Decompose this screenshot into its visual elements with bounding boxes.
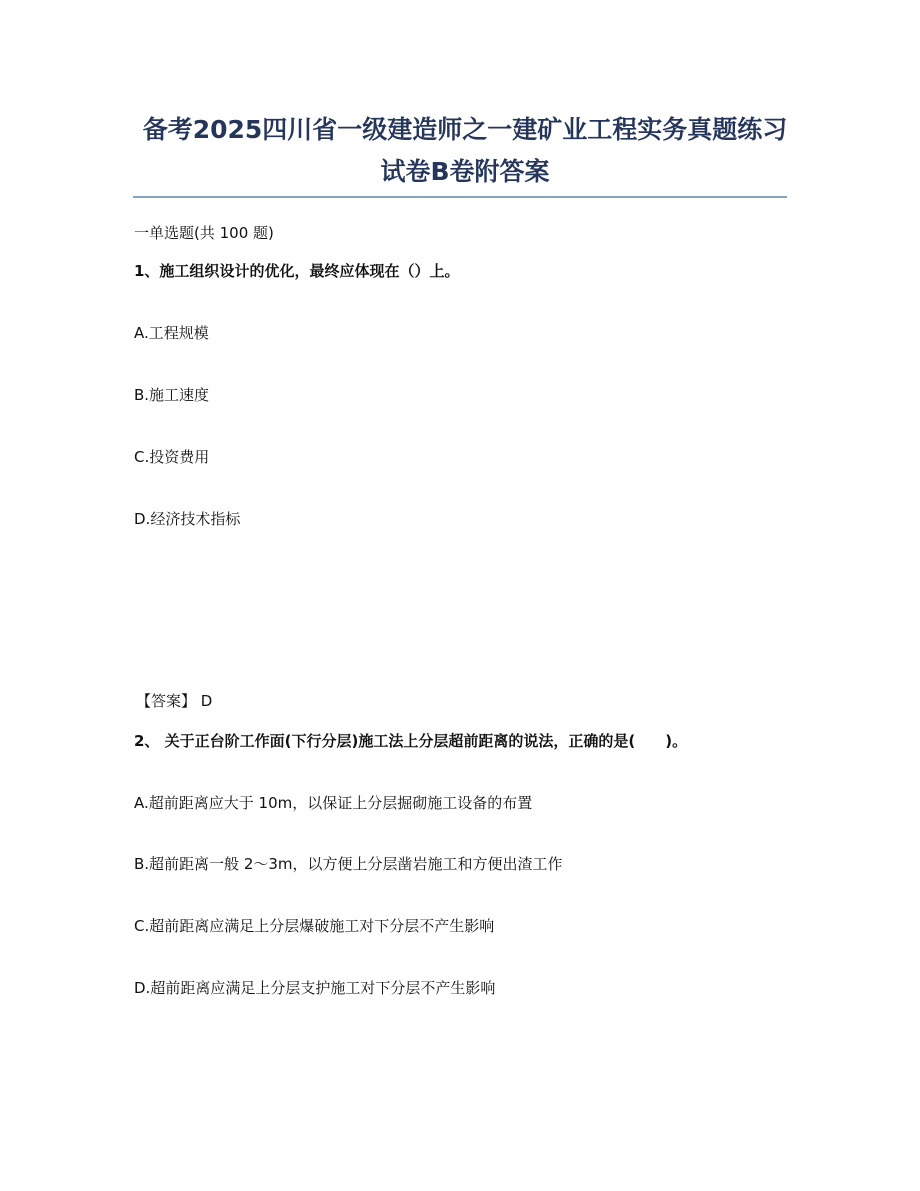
question-1-option-b: B.施工速度 (134, 386, 210, 404)
question-1-option-a: A.工程规模 (134, 324, 209, 342)
document-title-line2: 试卷B卷附答案 (380, 157, 550, 186)
section-heading: 一单选题(共 100 题) (134, 224, 274, 242)
question-2-stem: 2、 关于正台阶工作面(下行分层)施工法上分层超前距离的说法，正确的是( )。 (134, 732, 688, 750)
question-1-option-d: D.经济技术指标 (134, 510, 241, 528)
question-2-option-b: B.超前距离一般 2～3m，以方便上分层凿岩施工和方便出渣工作 (134, 855, 563, 873)
question-2-option-c: C.超前距离应满足上分层爆破施工对下分层不产生影响 (134, 917, 495, 935)
question-2-option-d: D.超前距离应满足上分层支护施工对下分层不产生影响 (134, 979, 496, 997)
question-1-stem: 1、施工组织设计的优化，最终应体现在（）上。 (134, 262, 460, 280)
title-divider (133, 196, 787, 198)
question-1-option-c: C.投资费用 (134, 448, 210, 466)
question-1-answer: 【答案】 D (136, 692, 213, 710)
question-2-option-a: A.超前距离应大于 10m，以保证上分层掘砌施工设备的布置 (134, 794, 533, 812)
document-title-line1: 备考2025四川省一级建造师之一建矿业工程实务真题练习 (142, 115, 788, 144)
